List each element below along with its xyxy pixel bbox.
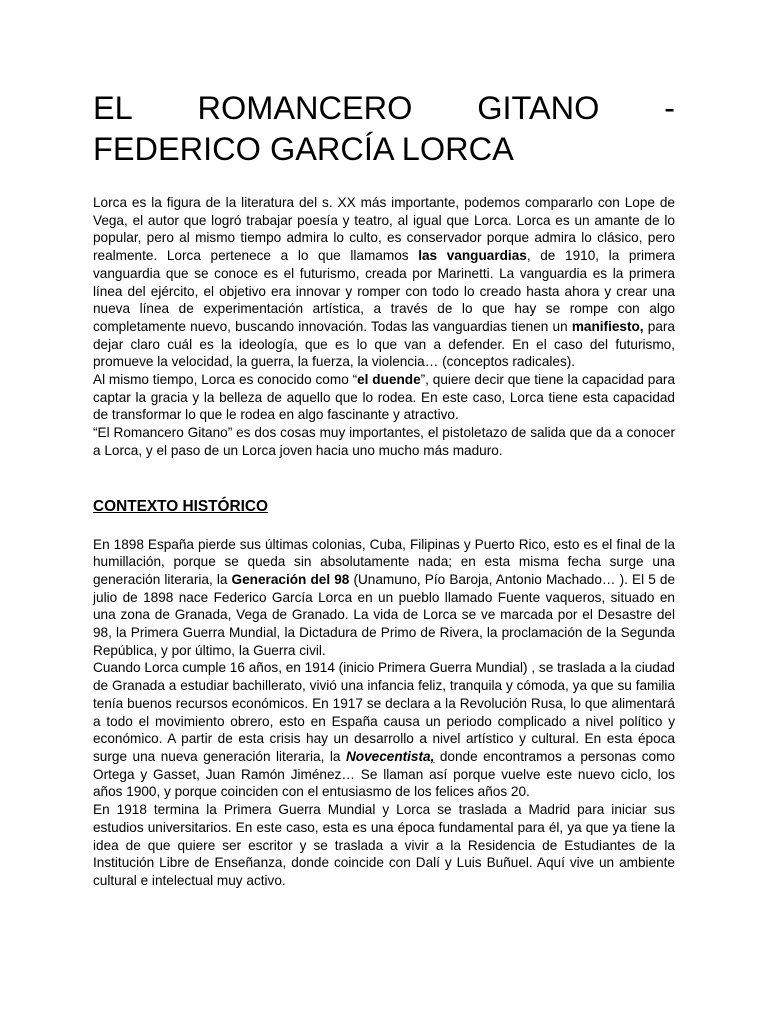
title-word-el: EL <box>93 90 133 126</box>
intro-section <box>93 194 675 460</box>
history-p2-bold-italic-novecentista: Novecentista <box>345 748 431 764</box>
intro-p2-text-a: Al mismo tiempo, Lorca es conocido como “ <box>93 372 358 388</box>
intro-paragraph-3: “El Romancero Gitano” es dos cosas muy importantes, el pistoletazo de salida que da a conocer a Lorca, y el paso de un Lorca joven hacia uno mucho más maduro. <box>93 425 675 458</box>
history-p2-text-d: donde encontramos a personas como Ortega y Gasset, Juan Ramón Jiménez… Se llaman así porque vuelve este nuevo ciclo, los años 1900, y porque coinciden con el entusiasmo de los felices años 20. <box>93 748 675 800</box>
history-p2-text-a: Cuando Lorca cumple 16 años, en 1914 (inicio Primera Guerra Mundial) , se traslada a la ciudad de Granada a estudiar bachillerato, vivió una infancia feliz, tranquila y cómoda, ya que su familia tenía buenos recursos económicos. En 1917 se declara a la Revolución Rusa, lo que alimentará a todo el movimiento obrero, esto en España causa un periodo complicado a nivel político y económico. A partir de esta crisis hay un desarrollo a nivel artístico y cultural. En esta época surge una nueva generación literaria, la <box>93 660 675 764</box>
history-paragraph-3: En 1918 termina la Primera Guerra Mundial y Lorca se traslada a Madrid para iniciar sus estudios universitarios. En este caso, esta es una época fundamental para él, ya que ya tiene la idea de que quiere ser escritor y se traslada a vivir a la Residencia de Estudiantes de la Institución Libre de Enseñanza, donde coincide con Dalí y Luis Buñuel. Aquí vive un ambiente cultural e intelectual muy activo. <box>93 802 675 888</box>
intro-p2-text-c: ”, quiere decir que tiene la capacidad para captar la gracia y la belleza de aquello que lo rodea. En este caso, Lorca tiene esta capacidad de transformar lo que le rodea en algo fascinante y atractivo. <box>93 372 675 423</box>
intro-paragraph-1 <box>93 194 675 371</box>
history-paragraph-2 <box>93 659 675 801</box>
history-p2-underlined-comma: , <box>430 748 435 764</box>
intro-p1-bold-vanguardias: las vanguardias <box>418 248 527 264</box>
intro-p1-text-e: para dejar claro cuál es la ideología, que es lo que van a defender. En el caso del futurismo, promueve la velocidad, la guerra, la fuerza, la violencia… (conceptos radicales). <box>93 318 675 370</box>
section-heading-contexto: CONTEXTO HISTÓRICO <box>93 497 269 515</box>
title-line-2: FEDERICO GARCÍA LORCA <box>93 131 514 167</box>
history-p1-bold-generacion: Generación del 98 <box>231 571 350 587</box>
title-word-gitano: GITANO <box>477 90 600 126</box>
intro-p1-text-a: Lorca es la figura de la literatura del s. XX más importante, podemos compararlo con Lope de Vega, el autor que logró trabajar poesía y teatro, al igual que Lorca. Lorca es un amante de lo popular, pero al mismo tiempo admira lo culto, es conservador porque admira lo clásico, pero realmente. Lorca pertenece a lo que llamamos <box>93 195 675 264</box>
intro-p2-bold-duende: el duende <box>357 372 421 388</box>
title-dash: - <box>664 90 675 126</box>
title-word-romancero: ROMANCERO <box>197 90 413 126</box>
history-paragraph-1 <box>93 536 675 660</box>
history-section <box>93 536 675 890</box>
document-title <box>93 88 675 170</box>
history-p1-text-a: En 1898 España pierde sus últimas colonias, Cuba, Filipinas y Puerto Rico, esto es el final de la humillación, porque se queda sin absolutamente nada; en esta misma fecha surge una generación literaria, la <box>93 536 675 587</box>
history-p1-text-c: (Unamuno, Pío Baroja, Antonio Machado… ). El 5 de julio de 1898 nace Federico García Lorca en un pueblo llamado Fuente vaqueros, situado en una zona de Granada, Vega de Granado. La vida de Lorca se ve marcada por el Desastre del 98, la Primera Guerra Mundial, la Dictadura de Primo de Rivera, la proclamación de la Segunda República, y por último, la Guerra civil. <box>93 571 676 658</box>
intro-p1-bold-manifiesto: manifiesto, <box>571 318 644 334</box>
title-line-1 <box>93 88 675 129</box>
intro-p1-text-c: , de 1910, la primera vanguardia que se conoce es el futurismo, creada por Marinetti. La vanguardia es la primera línea del ejército, el objetivo era innovar y romper con todo lo creado hasta ahora y crear una nueva línea de experimentación artística, a través de lo que hay se rompe con algo completamente nuevo, buscando innovación. Todas las vanguardias tienen un <box>93 248 675 334</box>
intro-paragraph-2 <box>93 371 675 424</box>
